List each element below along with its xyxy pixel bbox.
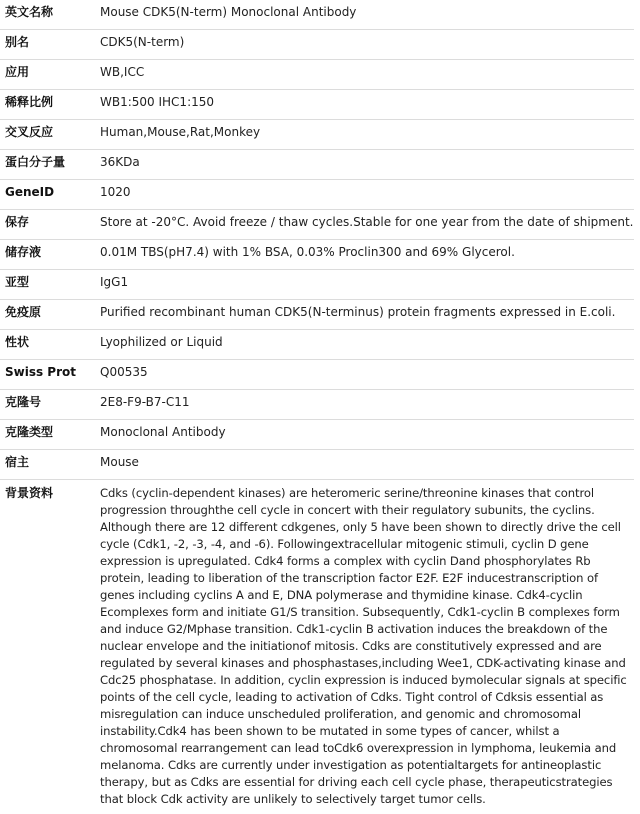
spec-row-cross-reactivity [0,120,634,150]
spec-row-gene-id [0,180,634,210]
spec-label: 克隆号 [5,395,42,409]
spec-label: 克隆类型 [5,425,54,439]
spec-row-immunogen [0,300,634,330]
spec-value: Monoclonal Antibody [100,425,226,439]
spec-value: Mouse CDK5(N-term) Monoclonal Antibody [100,5,357,19]
spec-value: Q00535 [100,365,148,379]
spec-value: Purified recombinant human CDK5(N-terminus) protein fragments expressed in E.coli. [100,305,616,319]
spec-value: CDK5(N-term) [100,35,185,49]
spec-row-clone-number [0,390,634,420]
spec-value: 0.01M TBS(pH7.4) with 1% BSA, 0.03% Proclin300 and 69% Glycerol. [100,245,515,259]
spec-value: Mouse [100,455,139,469]
spec-label: 英文名称 [5,5,54,19]
spec-label: 蛋白分子量 [5,155,66,169]
spec-label: Swiss Prot [5,365,76,379]
spec-label: 应用 [5,65,30,79]
spec-label: 稀释比例 [5,95,54,109]
spec-row-host [0,450,634,480]
spec-row-english-name [0,0,634,30]
spec-row-alias [0,30,634,60]
spec-row-dilution [0,90,634,120]
spec-label: 宿主 [5,455,30,469]
spec-label: 交叉反应 [5,125,54,139]
spec-label: 储存液 [5,245,42,259]
spec-value: 36KDa [100,155,140,169]
spec-value: WB,ICC [100,65,145,79]
spec-label: 亚型 [5,275,30,289]
spec-row-background [0,480,634,809]
spec-label: GeneID [5,185,55,199]
background-paragraph: Cdks (cyclin-dependent kinases) are heteromeric serine/threonine kinases that control progression throughthe cell cycle in concert with their regulatory subunits, the cyclins. Although there are 12 different cdkgenes, only 5 have been shown to directly drive the cell cycle (Cdk1, -2, -3, -4, and -6). Followingextracellular mitogenic stimuli, cyclin D gene expression is upregulated. Cdk4 forms a complex with cyclin Dand phosphorylates Rb protein, leading to liberation of the transcription factor E2F. E2F inducestranscription of genes including cyclins A and E, DNA polymerase and thymidine kinase. Cdk4-cyclin Ecomplexes form and initiate G1/S transition. Subsequently, Cdk1-cyclin B complexes form and induce G2/Mphase transition. Cdk1-cyclin B activation induces the breakdown of the nuclear envelope and the initiationof mitosis. Cdks are constitutively expressed and are regulated by several kinases and phosphastases,including Wee1, CDK-activating kinase and Cdc25 phosphatase. In addition, cyclin expression is induced bymolecular signals at specific points of the cell cycle, leading to activation of Cdks. Tight control of Cdksis essential as misregulation can induce unscheduled proliferation, and genomic and chromosomal instability.Cdk4 has been shown to be mutated in some types of cancer, whilst a chromosomal rearrangement can lead toCdk6 overexpression in lymphoma, leukemia and melanoma. Cdks are currently under investigation as potentialtargets for antineoplastic therapy, but as Cdks are essential for driving each cell cycle phase, therapeuticstrategies that block Cdk activity are unlikely to selectively target tumor cells. [100,486,627,806]
spec-row-clone-type [0,420,634,450]
spec-row-application [0,60,634,90]
spec-row-isotype [0,270,634,300]
spec-row-swiss-prot [0,360,634,390]
spec-row-storage [0,210,634,240]
spec-value: 1020 [100,185,131,199]
spec-label: 保存 [5,215,30,229]
spec-value: WB1:500 IHC1:150 [100,95,215,109]
spec-row-storage-buffer [0,240,634,270]
spec-label: 性状 [5,335,30,349]
spec-value: 2E8-F9-B7-C11 [100,395,190,409]
spec-value: IgG1 [100,275,129,289]
spec-row-molecular-weight [0,150,634,180]
spec-label: 别名 [5,35,30,49]
spec-label: 免疫原 [5,305,42,319]
spec-value: Human,Mouse,Rat,Monkey [100,125,261,139]
spec-label: 背景资料 [5,486,54,500]
spec-value: Store at -20°C. Avoid freeze / thaw cycles.Stable for one year from the date of shipment. [100,215,634,229]
spec-value: Lyophilized or Liquid [100,335,223,349]
spec-row-form [0,330,634,360]
